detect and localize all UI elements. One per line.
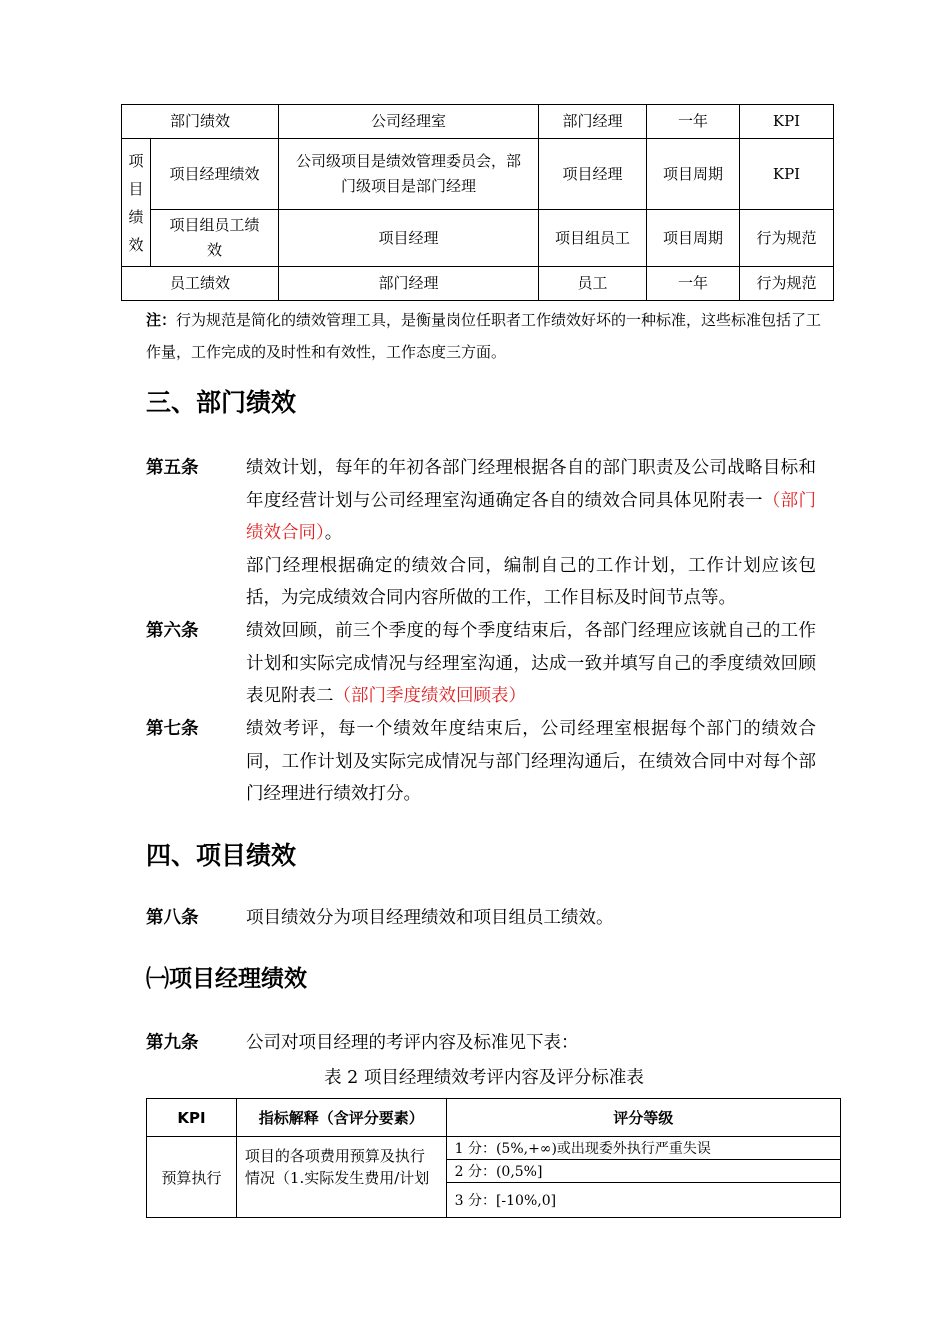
subsection-heading: ㈠项目经理绩效 bbox=[146, 966, 307, 992]
cell-name: 项目经理绩效 bbox=[151, 139, 279, 210]
note-text: 行为规范是简化的绩效管理工具，是衡量岗位任职者工作绩效好坏的一种标准，这些标准包括了工作量，工作完成的及时性和有效性，工作态度三方面。 bbox=[146, 311, 822, 361]
table-row bbox=[147, 1137, 841, 1160]
table-note bbox=[146, 304, 826, 368]
article-number: 第六条 bbox=[146, 621, 199, 641]
table-header-row bbox=[147, 1099, 841, 1137]
article-text: 。 bbox=[324, 523, 343, 543]
cell-grade: 2 分：(0,5%] bbox=[446, 1160, 840, 1183]
table-row bbox=[122, 210, 834, 267]
note-label: 注： bbox=[146, 311, 177, 329]
cell-cycle: 一年 bbox=[647, 105, 740, 139]
article-body: 部门经理根据确定的绩效合同，编制自己的工作计划，工作计划应该包括，为完成绩效合同内容所做的工作，工作目标及时间节点等。 bbox=[246, 555, 816, 608]
group-char: 项 bbox=[128, 151, 144, 170]
article-number: 第九条 bbox=[146, 1033, 199, 1053]
kpi-table bbox=[146, 1098, 841, 1218]
cell-method: KPI bbox=[740, 105, 834, 139]
cell-evaluator: 公司级项目是绩效管理委员会，部门级项目是部门经理 bbox=[279, 139, 539, 210]
article-body: 绩效考评，每一个绩效年度结束后，公司经理室根据每个部门的绩效合同，工作计划及实际完成情况与部门经理沟通后，在绩效合同中对每个部门经理进行绩效打分。 bbox=[246, 719, 816, 804]
cell-kpi: 预算执行 bbox=[147, 1137, 237, 1218]
cell-explain: 项目的各项费用预算及执行情况（1.实际发生费用/计划 bbox=[236, 1137, 446, 1218]
cell-subject: 员工 bbox=[539, 267, 647, 301]
appendix-link[interactable]: （部门季度绩效回顾表） bbox=[333, 686, 526, 706]
article-body: 项目绩效分为项目经理绩效和项目组员工绩效。 bbox=[246, 908, 614, 928]
article-5 bbox=[146, 452, 816, 615]
column-header: KPI bbox=[147, 1099, 237, 1137]
section-heading: 三、部门绩效 bbox=[146, 388, 297, 417]
cell-cycle: 项目周期 bbox=[647, 139, 740, 210]
article-number: 第七条 bbox=[146, 719, 199, 739]
column-header: 指标解释（含评分要素） bbox=[236, 1099, 446, 1137]
group-char: 绩 bbox=[128, 207, 144, 226]
article-8 bbox=[146, 902, 816, 935]
cell-group bbox=[122, 139, 151, 267]
cell-cycle: 项目周期 bbox=[647, 210, 740, 267]
cell-method: KPI bbox=[740, 139, 834, 210]
column-header: 评分等级 bbox=[446, 1099, 840, 1137]
article-body bbox=[246, 452, 816, 550]
article-number: 第八条 bbox=[146, 908, 199, 928]
article-number: 第五条 bbox=[146, 458, 199, 478]
article-6 bbox=[146, 615, 816, 713]
section-heading: 四、项目绩效 bbox=[146, 841, 297, 870]
cell-evaluator: 公司经理室 bbox=[279, 105, 539, 139]
table-row bbox=[122, 267, 834, 301]
article-7 bbox=[146, 713, 816, 811]
article-text: 绩效回顾，前三个季度的每个季度结束后，各部门经理应该就自己的工作计划和实际完成情况与经理室沟通，达成一致并填写自己的季度绩效回顾表见附表二 bbox=[246, 621, 816, 706]
performance-types-table bbox=[121, 104, 834, 301]
article-text: 绩效计划，每年的年初各部门经理根据各自的部门职责及公司战略目标和年度经营计划与公司经理室沟通确定各自的绩效合同具体见附表一 bbox=[246, 458, 816, 511]
cell-grade: 1 分：(5%,+∞)或出现委外执行严重失误 bbox=[446, 1137, 840, 1160]
group-char: 目 bbox=[128, 179, 144, 198]
group-char: 效 bbox=[128, 235, 144, 254]
cell-evaluator: 部门经理 bbox=[279, 267, 539, 301]
cell-method: 行为规范 bbox=[740, 210, 834, 267]
article-body bbox=[246, 615, 816, 713]
cell-name: 部门绩效 bbox=[122, 105, 279, 139]
article-body: 公司对项目经理的考评内容及标准见下表： bbox=[246, 1033, 579, 1053]
table-row bbox=[122, 139, 834, 210]
cell-grade: 3 分：[-10%,0] bbox=[446, 1183, 840, 1218]
article-9 bbox=[146, 1027, 816, 1060]
table-caption: 表 2 项目经理绩效考评内容及评分标准表 bbox=[324, 1068, 644, 1088]
cell-name: 员工绩效 bbox=[122, 267, 279, 301]
cell-subject: 项目经理 bbox=[539, 139, 647, 210]
cell-subject: 部门经理 bbox=[539, 105, 647, 139]
appendix-link[interactable]: （部门绩效合同） bbox=[246, 490, 817, 543]
cell-cycle: 一年 bbox=[647, 267, 740, 301]
cell-evaluator: 项目经理 bbox=[279, 210, 539, 267]
cell-subject: 项目组员工 bbox=[539, 210, 647, 267]
cell-method: 行为规范 bbox=[740, 267, 834, 301]
cell-name: 项目组员工绩效 bbox=[151, 210, 279, 267]
table-row bbox=[122, 105, 834, 139]
